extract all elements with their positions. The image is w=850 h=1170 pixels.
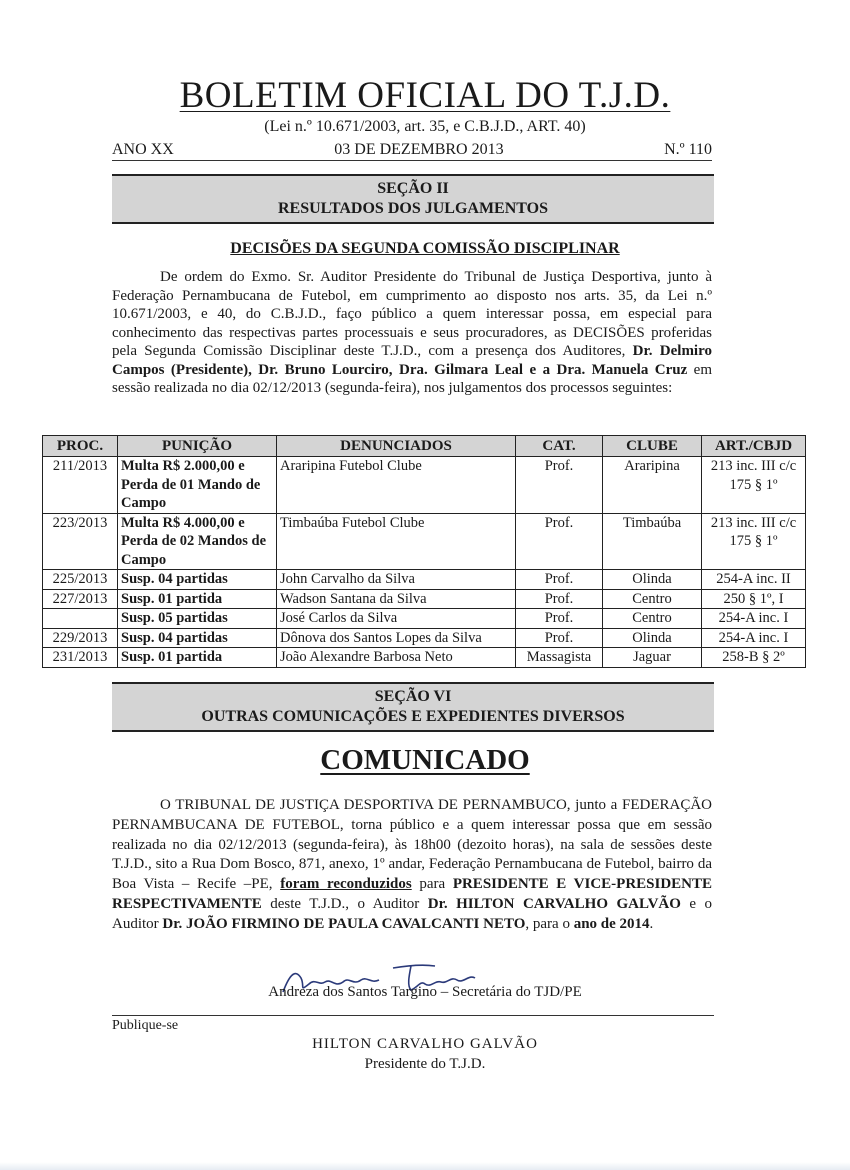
cell-proc: [43, 609, 118, 629]
cell-art: 213 inc. III c/c 175 § 1º: [702, 513, 806, 570]
comunicado-text-4: e o Auditor: [112, 895, 713, 932]
bulletin-title: BOLETIM OFICIAL DO T.J.D.: [179, 75, 671, 116]
cell-punicao: Susp. 01 partida: [118, 589, 277, 609]
comunicado-auditor-1: Dr. HILTON CARVALHO GALVÃO: [427, 895, 681, 912]
cell-proc: 225/2013: [43, 570, 118, 590]
cell-punicao: Susp. 01 partida: [118, 648, 277, 668]
table-row: [43, 628, 806, 648]
cell-art: 254-A inc. I: [702, 609, 806, 629]
processos-table: [42, 435, 806, 668]
table-row: [43, 648, 806, 668]
cell-clube: Centro: [603, 589, 702, 609]
cell-proc: 229/2013: [43, 628, 118, 648]
col-header-clube: CLUBE: [603, 436, 702, 457]
cell-clube: Timbaúba: [603, 513, 702, 570]
cell-denunciado: José Carlos da Silva: [277, 609, 516, 629]
table-row: [43, 570, 806, 590]
cell-cat: Prof.: [516, 609, 603, 629]
cell-denunciado: John Carvalho da Silva: [277, 570, 516, 590]
cell-cat: Prof.: [516, 457, 603, 514]
cell-art: 254-A inc. II: [702, 570, 806, 590]
table-row: [43, 513, 806, 570]
cell-clube: Jaguar: [603, 648, 702, 668]
bulletin-meta-line: [112, 141, 712, 161]
cell-clube: Araripina: [603, 457, 702, 514]
cell-denunciado: João Alexandre Barbosa Neto: [277, 648, 516, 668]
cell-art: 250 § 1º, I: [702, 589, 806, 609]
section-ii-subtitle: RESULTADOS DOS JULGAMENTOS: [278, 200, 548, 217]
decisoes-paragraph: [112, 268, 712, 398]
cell-punicao: Susp. 05 partidas: [118, 609, 277, 629]
col-header-art: ART./CBJD: [702, 436, 806, 457]
cell-clube: Olinda: [603, 628, 702, 648]
cell-denunciado: Timbaúba Futebol Clube: [277, 513, 516, 570]
comunicado-ano: ano de 2014: [573, 915, 650, 932]
cell-punicao: Susp. 04 partidas: [118, 628, 277, 648]
decisoes-text-end: em sessão realizada no dia 02/12/2013 (segunda-feira), nos julgamentos dos processos seguintes:: [112, 361, 712, 396]
comunicado-text-5: , para o: [525, 915, 570, 932]
col-header-cat: CAT.: [516, 436, 603, 457]
president-role: Presidente do T.J.D.: [364, 1056, 486, 1072]
cell-art: 213 inc. III c/c 175 § 1º: [702, 457, 806, 514]
cell-denunciado: Wadson Santana da Silva: [277, 589, 516, 609]
cell-clube: Centro: [603, 609, 702, 629]
cell-cat: Prof.: [516, 513, 603, 570]
footer-divider: [112, 1015, 714, 1016]
decisoes-heading: DECISÕES DA SEGUNDA COMISSÃO DISCIPLINAR: [230, 240, 620, 257]
comunicado-paragraph: [112, 796, 712, 935]
table-header-row: [43, 436, 806, 457]
section-vi-subtitle: OUTRAS COMUNICAÇÕES E EXPEDIENTES DIVERSOS: [201, 708, 625, 725]
comunicado-reconduzidos: foram reconduzidos: [280, 876, 412, 893]
cell-proc: 231/2013: [43, 648, 118, 668]
cell-cat: Prof.: [516, 589, 603, 609]
decisoes-auditors: Dr. Delmiro Campos (Presidente), Dr. Bruno Lourciro, Dra. Gilmara Leal e a Dra. Manuela Cruz: [112, 343, 712, 378]
scan-bottom-edge: [0, 1162, 850, 1170]
cell-cat: Prof.: [516, 628, 603, 648]
cell-cat: Prof.: [516, 570, 603, 590]
section-ii-title: SEÇÃO II: [377, 180, 449, 197]
section-ii-header: [112, 174, 714, 224]
cell-proc: 227/2013: [43, 589, 118, 609]
cell-cat: Massagista: [516, 648, 603, 668]
comunicado-auditor-2: Dr. JOÃO FIRMINO DE PAULA CAVALCANTI NETO: [162, 915, 526, 932]
cell-art: 258-B § 2º: [702, 648, 806, 668]
bulletin-year: ANO XX: [112, 141, 174, 158]
col-header-proc: PROC.: [43, 436, 118, 457]
comunicado-cargos: PRESIDENTE E VICE-PRESIDENTE RESPECTIVAMENTE: [112, 876, 713, 912]
secretary-signature-line: Andreza dos Santos Targino – Secretária do TJD/PE: [268, 984, 582, 1000]
cell-punicao: Susp. 04 partidas: [118, 570, 277, 590]
table-row: [43, 457, 806, 514]
cell-denunciado: Dônova dos Santos Lopes da Silva: [277, 628, 516, 648]
comunicado-text-2: para: [419, 876, 446, 893]
section-vi-title: SEÇÃO VI: [374, 688, 452, 705]
bulletin-number: N.º 110: [664, 141, 712, 158]
publique-se-label: Publique-se: [112, 1018, 179, 1033]
section-vi-header: [112, 682, 714, 732]
comunicado-text-3: deste T.J.D., o Auditor: [270, 895, 420, 912]
cell-art: 254-A inc. I: [702, 628, 806, 648]
comunicado-text-1: O TRIBUNAL DE JUSTIÇA DESPORTIVA DE PERNAMBUCO, junto a FEDERAÇÃO PERNAMBUCANA DE FUTEBOL, torna público e a quem interessar possa que em sessão realizada no dia 02/12/2013 (segunda-feira), às 18h00 (dezoito horas), na sala de sessões deste T.J.D., sito a Rua Dom Bosco, 871, anexo, 1º andar, Federação Pernambucana de Futebol, bairro da Boa Vista – Recife –PE,: [112, 797, 712, 893]
comunicado-title: COMUNICADO: [320, 744, 530, 776]
cell-punicao: Multa R$ 2.000,00 e Perda de 01 Mando de Campo: [118, 457, 277, 514]
comunicado-text-6: .: [649, 915, 654, 932]
cell-denunciado: Araripina Futebol Clube: [277, 457, 516, 514]
president-name: HILTON CARVALHO GALVÃO: [312, 1036, 538, 1052]
cell-proc: 223/2013: [43, 513, 118, 570]
bulletin-date: 03 DE DEZEMBRO 2013: [334, 141, 504, 158]
cell-proc: 211/2013: [43, 457, 118, 514]
cell-punicao: Multa R$ 4.000,00 e Perda de 02 Mandos de Campo: [118, 513, 277, 570]
table-row: [43, 609, 806, 629]
decisoes-text-start: De ordem do Exmo. Sr. Auditor Presidente do Tribunal de Justiça Desportiva, junto à Federação Pernambucana de Futebol, em cumprimento ao disposto nos arts. 35, da Lei n.º 10.671/2003, e 40, do C.B.J.D., faço público a quem interessar possa, em especial para conhecimento das respectivas partes processuais e seus procuradores, as DECISÕES proferidas pela Segunda Comissão Disciplinar deste T.J.D., com a presença dos Auditores,: [112, 269, 712, 359]
bulletin-subtitle: (Lei n.º 10.671/2003, art. 35, e C.B.J.D., ART. 40): [264, 118, 586, 135]
table-row: [43, 589, 806, 609]
cell-clube: Olinda: [603, 570, 702, 590]
col-header-denunciados: DENUNCIADOS: [277, 436, 516, 457]
col-header-punicao: PUNIÇÃO: [118, 436, 277, 457]
